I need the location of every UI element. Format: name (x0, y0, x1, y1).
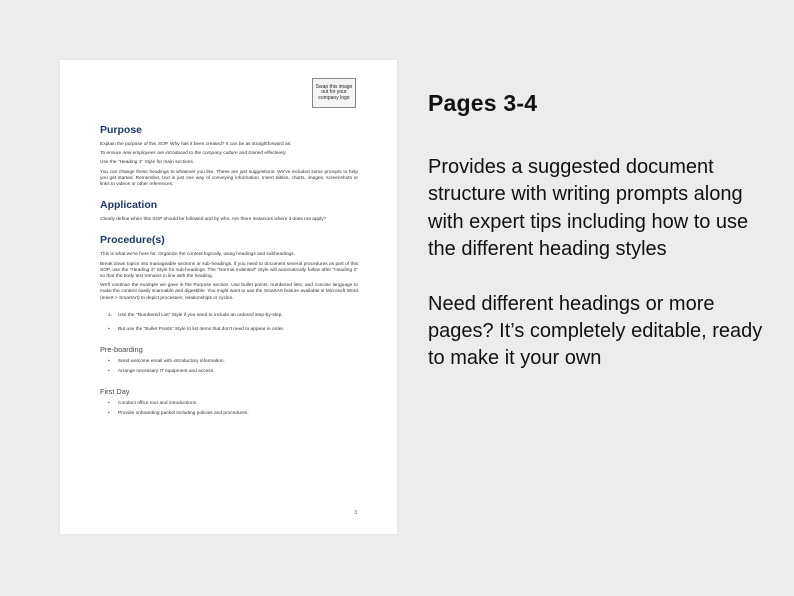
purpose-paragraph-4: You can change these headings to whatever you like. These are just suggestions. We've included some prompts to help you get started. Remember, text is just one way of conveying information. Insert tables, charts, images, screenshots or links to videos or other references. (100, 169, 358, 188)
page-number: 3 (354, 510, 357, 516)
heading-application: Application (100, 199, 158, 212)
application-paragraph: Clearly define when this SOP should be followed and by who. Are there instances where it does not apply? (100, 217, 327, 223)
logo-placeholder-text: Swap this image out for your company logo (315, 83, 353, 101)
list-item: • Send welcome email with introductory information. (108, 358, 225, 364)
purpose-example: To ensure new employees are introduced to the company culture and trained effectively. (100, 151, 287, 157)
purpose-paragraph-1: Explain the purpose of this SOP. Why has it been created? It can be as straightforward as: (100, 142, 292, 147)
purpose-paragraph-3: Use the "Heading 1" Style for main sections. (100, 160, 195, 166)
heading-preboarding: Pre-boarding (100, 344, 143, 354)
numbered-list-item: 1. Use the "Numbered List" Style if you need to include an ordered step-by-step. (108, 312, 283, 318)
bullet-list-item: • But use the "Bullet Points" Style to list items that don't need to appear in order. (108, 326, 285, 332)
document-page (60, 60, 397, 534)
document-body (100, 124, 358, 421)
description-panel (428, 90, 768, 400)
list-item: • Conduct office tour and introductions. (108, 400, 198, 406)
list-item: • Arrange necessary IT equipment and access. (108, 368, 215, 374)
procedures-paragraph-1: This is what we're here for. Organize the content logically, using headings and subheadings. (100, 252, 295, 258)
panel-title: Pages 3-4 (428, 90, 538, 116)
heading-first-day: First Day (100, 386, 130, 396)
logo-placeholder (312, 78, 356, 108)
procedures-paragraph-3: We'll continue the example we gave in the Purpose section. Use bullet points, numbered lists, and concise language to make the content easily scannable and digestible. You might want to use the SmartArt feature available in Microsoft Word (Insert > SmartArt) to depict processes, relationships or cycles. (100, 283, 358, 301)
list-item: • Provide onboarding packet including policies and procedures. (108, 410, 249, 416)
panel-description-2: Need different headings or more pages? It’s completely editable, ready to make it your own (428, 292, 763, 370)
procedures-paragraph-2: Break down topics into manageable sections or sub-headings. If you need to document several procedures as part of this SOP, use the "Heading 2" Style for sub-headings. The "Normal Indented" Style will automatically follow after "Heading 2" so that the body text remains in line with the heading. (100, 261, 358, 280)
heading-purpose: Purpose (100, 124, 143, 136)
heading-procedures: Procedure(s) (100, 234, 165, 247)
panel-description-1: Provides a suggested document structure with writing prompts along with expert tips including how to use the different heading styles (428, 156, 749, 261)
